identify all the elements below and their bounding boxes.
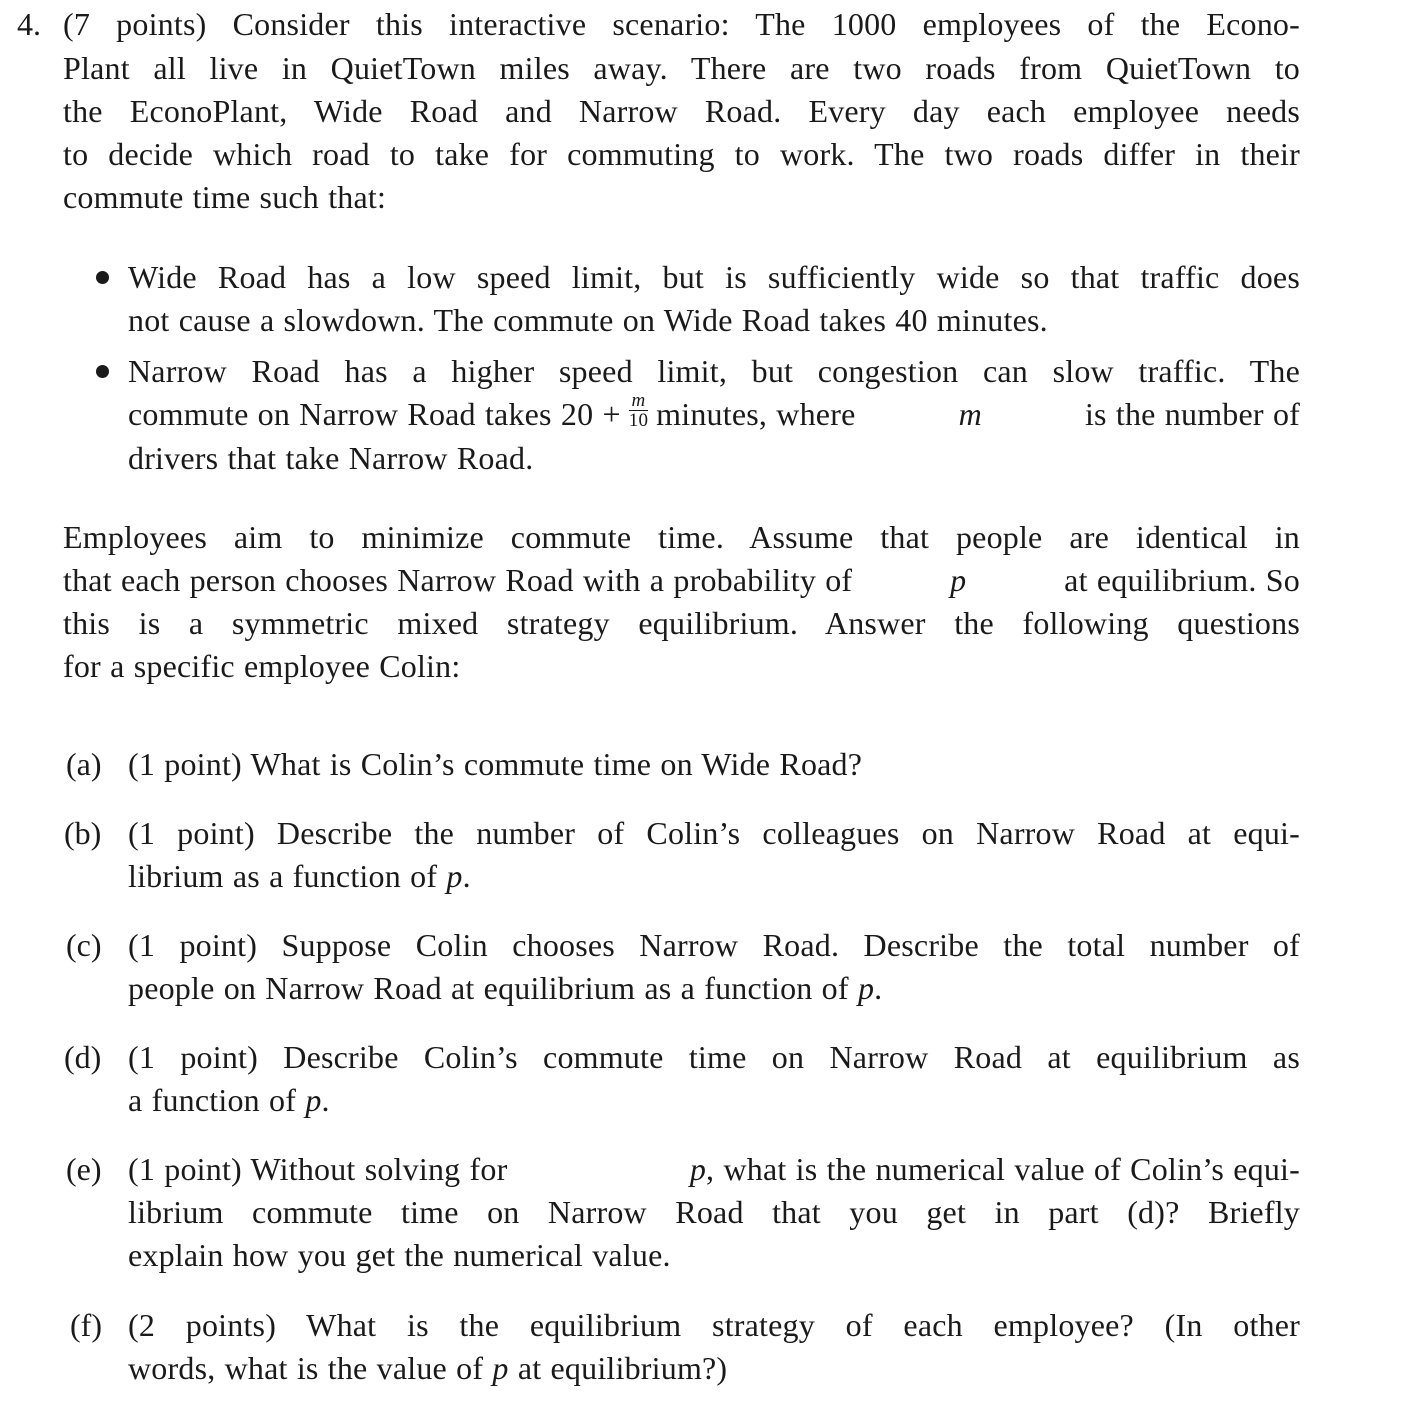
part-c-text-pre: people on Narrow Road at equilibrium as a function of xyxy=(128,970,849,1006)
narrow-road-line: drivers that take Narrow Road. xyxy=(128,440,534,476)
intro-line: commute time such that: xyxy=(63,179,387,215)
variable-p: p xyxy=(305,1082,322,1118)
variable-p: p xyxy=(446,858,463,894)
question-number: 4. xyxy=(17,6,41,42)
narrow-road-line: Narrow Road has a higher speed limit, but congestion can slow traffic. The xyxy=(128,353,1300,389)
variable-p: p xyxy=(950,562,967,598)
part-b-period: . xyxy=(462,858,471,894)
part-d-text-pre: a function of xyxy=(128,1082,297,1118)
part-b-label: (b) xyxy=(64,815,102,851)
part-a-text: (1 point) What is Colin’s commute time on Wide Road? xyxy=(128,746,863,782)
part-e-text: librium commute time on Narrow Road that you get in part (d)? Briefly xyxy=(128,1194,1300,1230)
fraction-m-over-10 xyxy=(629,391,648,430)
part-e-text-post: , what is the numerical value of Colin’s equi- xyxy=(706,1151,1300,1187)
variable-p: p xyxy=(492,1350,509,1386)
wide-road-line: not cause a slowdown. The commute on Wide Road takes 40 minutes. xyxy=(128,302,1048,338)
part-c-text xyxy=(128,967,882,1010)
part-a-label: (a) xyxy=(66,746,102,782)
part-c-period: . xyxy=(874,970,883,1006)
fraction-denominator: 10 xyxy=(628,410,649,431)
part-e-label: (e) xyxy=(66,1151,102,1187)
narrow-road-text: is the number of xyxy=(1084,396,1300,432)
variable-m: m xyxy=(958,396,982,432)
part-c-label: (c) xyxy=(66,927,102,963)
part-f-text-pre: words, what is the value of xyxy=(128,1350,484,1386)
assumption-line: this is a symmetric mixed strategy equilibrium. Answer the following questions xyxy=(63,605,1300,641)
part-b-text xyxy=(128,855,471,898)
part-e-text: explain how you get the numerical value. xyxy=(128,1237,671,1273)
part-b-text-pre: librium as a function of xyxy=(128,858,438,894)
assumption-line: Employees aim to minimize commute time. Assume that people are identical in xyxy=(63,519,1300,555)
intro-line: the EconoPlant, Wide Road and Narrow Road. Every day each employee needs xyxy=(63,93,1300,129)
intro-line: to decide which road to take for commuting to work. The two roads differ in their xyxy=(63,136,1300,172)
variable-p: p xyxy=(689,1151,707,1187)
assumption-text: at equilibrium. So xyxy=(1064,562,1300,598)
part-d-label: (d) xyxy=(64,1039,102,1075)
part-f-text: (2 points) What is the equilibrium strategy of each employee? (In other xyxy=(128,1307,1300,1343)
bullet-marker xyxy=(96,365,109,378)
part-d-text xyxy=(128,1079,330,1122)
narrow-road-text: minutes, where xyxy=(656,396,856,432)
part-e-text-pre: (1 point) Without solving for xyxy=(128,1151,508,1187)
part-f-label: (f) xyxy=(70,1307,102,1343)
part-d-text: (1 point) Describe Colin’s commute time on Narrow Road at equilibrium as xyxy=(128,1039,1300,1075)
part-e-text xyxy=(128,1148,1300,1191)
part-f-text-post: at equilibrium?) xyxy=(517,1350,728,1386)
variable-p: p xyxy=(857,970,875,1006)
intro-line: (7 points) Consider this interactive scenario: The 1000 employees of the Econo- xyxy=(63,6,1300,42)
fraction-numerator: m xyxy=(629,391,648,411)
assumption-text: that each person chooses Narrow Road with a probability of xyxy=(63,562,853,598)
wide-road-line: Wide Road has a low speed limit, but is sufficiently wide so that traffic does xyxy=(128,259,1300,295)
assumption-line: for a specific employee Colin: xyxy=(63,648,461,684)
part-d-period: . xyxy=(321,1082,330,1118)
narrow-road-formula-line xyxy=(128,390,1300,436)
part-b-text: (1 point) Describe the number of Colin’s colleagues on Narrow Road at equi- xyxy=(128,815,1300,851)
narrow-road-text: commute on Narrow Road takes 20 + xyxy=(128,396,621,432)
part-f-text xyxy=(128,1347,727,1390)
bullet-marker xyxy=(96,271,109,284)
part-c-text: (1 point) Suppose Colin chooses Narrow Road. Describe the total number of xyxy=(128,927,1300,963)
intro-line: Plant all live in QuietTown miles away. There are two roads from QuietTown to xyxy=(63,50,1300,86)
assumption-line xyxy=(63,559,1300,602)
